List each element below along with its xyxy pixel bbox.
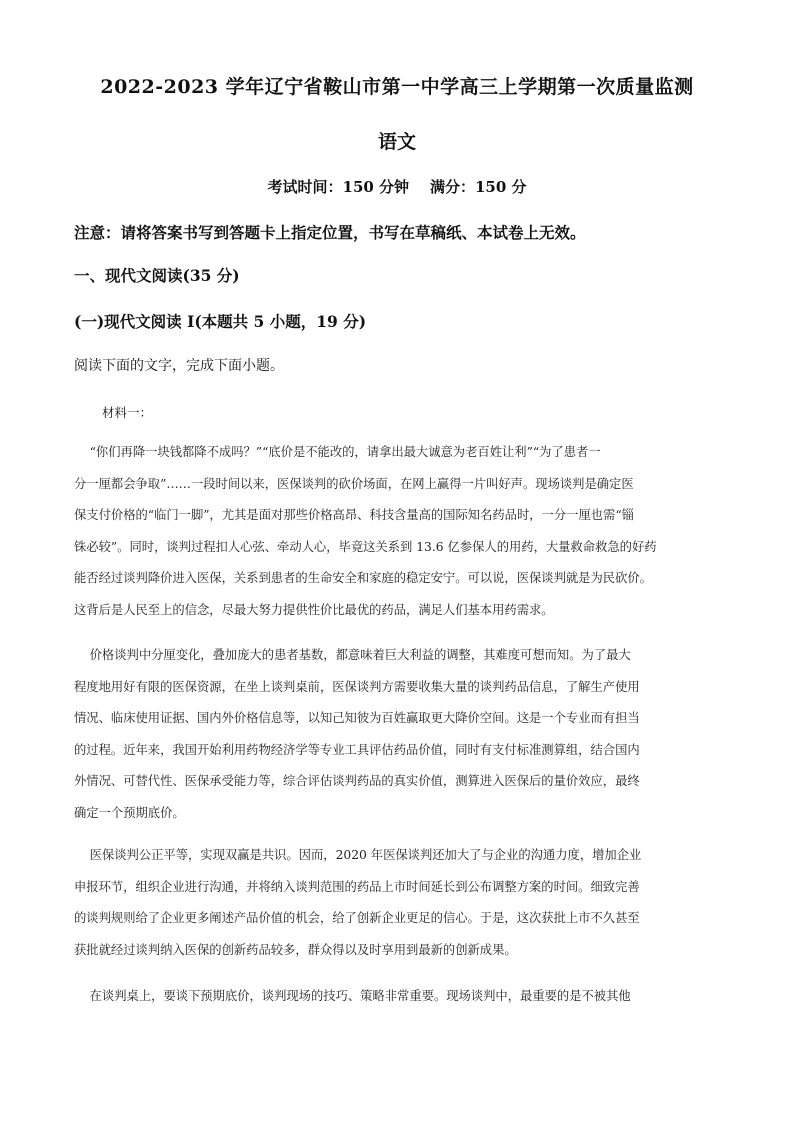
paragraph-4 [74, 981, 720, 1013]
paragraph-line: 确定一个预期底价。 [74, 805, 185, 820]
instruction: 阅读下面的文字，完成下面小题。 [74, 358, 284, 374]
paragraph-line: 的谈判规则给了企业更多阐述产品价值的机会，给了创新企业更足的信心。于是，这次获批上市不久甚至 [74, 911, 640, 925]
paragraph-line: 能否经过谈判降价进入医保，关系到患者的生命安全和家庭的稳定安宁。可以说，医保谈判就是为民砍价。 [74, 571, 652, 585]
paragraph-line: 情况、临床使用证据、国内外价格信息等，以知己知彼为百姓赢取更大降价空间。这是一个专业而有担当 [74, 711, 640, 725]
paragraph-line: 保支付价格的“临门一脚”，尤其是面对那些价格高昂、科技含量高的国际知名药品时，一分一厘也需“锱 [74, 508, 634, 522]
paragraph-line: 医保谈判公正平等，实现双赢是共识。因而，2020 年医保谈判还加大了与企业的沟通力度，增加企业 [74, 848, 642, 862]
paragraph-1 [74, 437, 720, 626]
paragraph-3 [74, 840, 720, 966]
paragraph-line: “你们再降一块钱都降不成吗？”“底价是不能改的，请拿出最大诚意为老百姓让利”“为了患者一 [74, 445, 601, 459]
paragraph-line: 获批就经过谈判纳入医保的创新药品较多，群众得以及时享用到最新的创新成果。 [74, 942, 517, 957]
paragraph-line: 价格谈判中分厘变化，叠加庞大的患者基数，都意味着巨大利益的调整，其难度可想而知。为了最大 [74, 648, 631, 662]
paragraph-line: 铢必较”。同时，谈判过程扣人心弦、牵动人心，毕竟这关系到 13.6 亿参保人的用药，大量救命救急的好药 [74, 539, 657, 554]
material-label: 材料一： [102, 405, 153, 420]
exam-info: 考试时间：150 分钟 满分：150 分 [267, 178, 527, 196]
notice: 注意：请将答案书写到答题卡上指定位置，书写在草稿纸、本试卷上无效。 [74, 223, 586, 242]
paragraph-line: 申报环节，组织企业进行沟通，并将纳入谈判范围的药品上市时间延长到公布调整方案的时间。细致完善 [74, 879, 640, 894]
paragraph-line: 在谈判桌上，要谈下预期底价，谈判现场的技巧、策略非常重要。现场谈判中，最重要的是不被其他 [74, 989, 631, 1003]
paragraph-2 [74, 640, 720, 829]
paragraph-line: 这背后是人民至上的信念，尽最大努力提供性价比最优的药品，满足人们基本用药需求。 [74, 602, 554, 617]
paragraph-line: 外情况、可替代性、医保承受能力等，综合评估谈判药品的真实价值，测算进入医保后的量价效应，最终 [74, 774, 640, 788]
exam-title: 2022-2023 学年辽宁省鞍山市第一中学高三上学期第一次质量监测 [100, 76, 694, 98]
section-heading: 一、现代文阅读(35 分) [74, 266, 240, 285]
paragraph-line: 分一厘都会争取”……一段时间以来，医保谈判的砍价场面，在网上赢得一片叫好声。现场谈判是确定医 [74, 476, 634, 491]
subject-title: 语文 [377, 131, 416, 153]
paragraph-line: 程度地用好有限的医保资源，在坐上谈判桌前，医保谈判方需要收集大量的谈判药品信息，了解生产使用 [74, 679, 640, 694]
subsection-heading: (一)现代文阅读 I(本题共 5 小题，19 分) [74, 312, 367, 331]
paragraph-line: 的过程。近年来，我国开始利用药物经济学等专业工具评估药品价值，同时有支付标准测算组，结合国内 [74, 742, 640, 757]
